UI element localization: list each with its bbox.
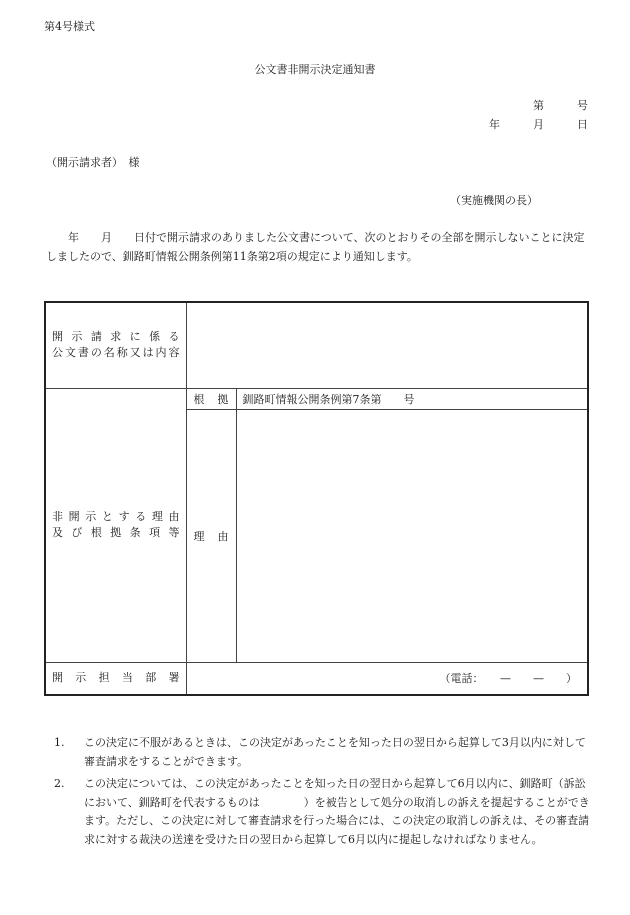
reason-field[interactable] — [236, 409, 588, 662]
note-text: この決定に不服があるときは、この決定があったことを知った日の翌日から起算して3月以内に対して審査請求をすることができます。 — [84, 736, 586, 768]
document-name-label: 開示請求に係る 公文書の名称又は内容 — [45, 302, 186, 388]
basis-row — [45, 388, 588, 409]
basis-field[interactable]: 釧路町情報公開条例第7条第 号 — [236, 388, 588, 409]
note-number: 2. — [54, 777, 65, 790]
document-title: 公文書非開示決定通知書 — [254, 63, 376, 76]
basis-label: 根拠 — [186, 388, 236, 409]
requester-addressee: （開示請求者） 様 — [46, 156, 140, 169]
note-number: 1. — [54, 736, 65, 749]
document-number-line: 第 号 — [533, 99, 588, 112]
decision-table — [44, 301, 589, 696]
department-label: 開示担当部署 — [45, 662, 186, 695]
note-item — [54, 734, 594, 771]
non-disclosure-reason-label: 非開示とする理由 及び根拠条項等 — [45, 388, 186, 662]
issuing-agency: （実施機関の長） — [450, 194, 538, 207]
document-date-line: 年 月 日 — [489, 118, 588, 131]
note-text: この決定については、この決定があったことを知った日の翌日から起算して6月以内に、釧路町（訴訟において、釧路町を代表するものは ）を被告として処分の取消しの訴えを提起することができます。ただし、この決定に対して審査請求を行った場合には、この決定の取消しの訴えは、その審査請求に対する裁決の送達を受けた日の翌日から起算して6月以内に提起しなければなりません。 — [84, 777, 590, 846]
notes-list — [54, 734, 594, 853]
form-number: 第4号様式 — [44, 20, 95, 33]
reason-label: 理由 — [186, 409, 236, 662]
phone-field[interactable]: （電話： — — ） — [186, 662, 588, 695]
department-row — [45, 662, 588, 695]
document-name-field[interactable] — [186, 302, 588, 388]
document-name-row — [45, 302, 588, 388]
notice-paragraph: 年 月 日付で開示請求のありました公文書について、次のとおりその全部を開示しないことに決定しましたので、釧路町情報公開条例第11条第2項の規定により通知します。 — [46, 231, 585, 263]
note-item — [54, 775, 594, 849]
